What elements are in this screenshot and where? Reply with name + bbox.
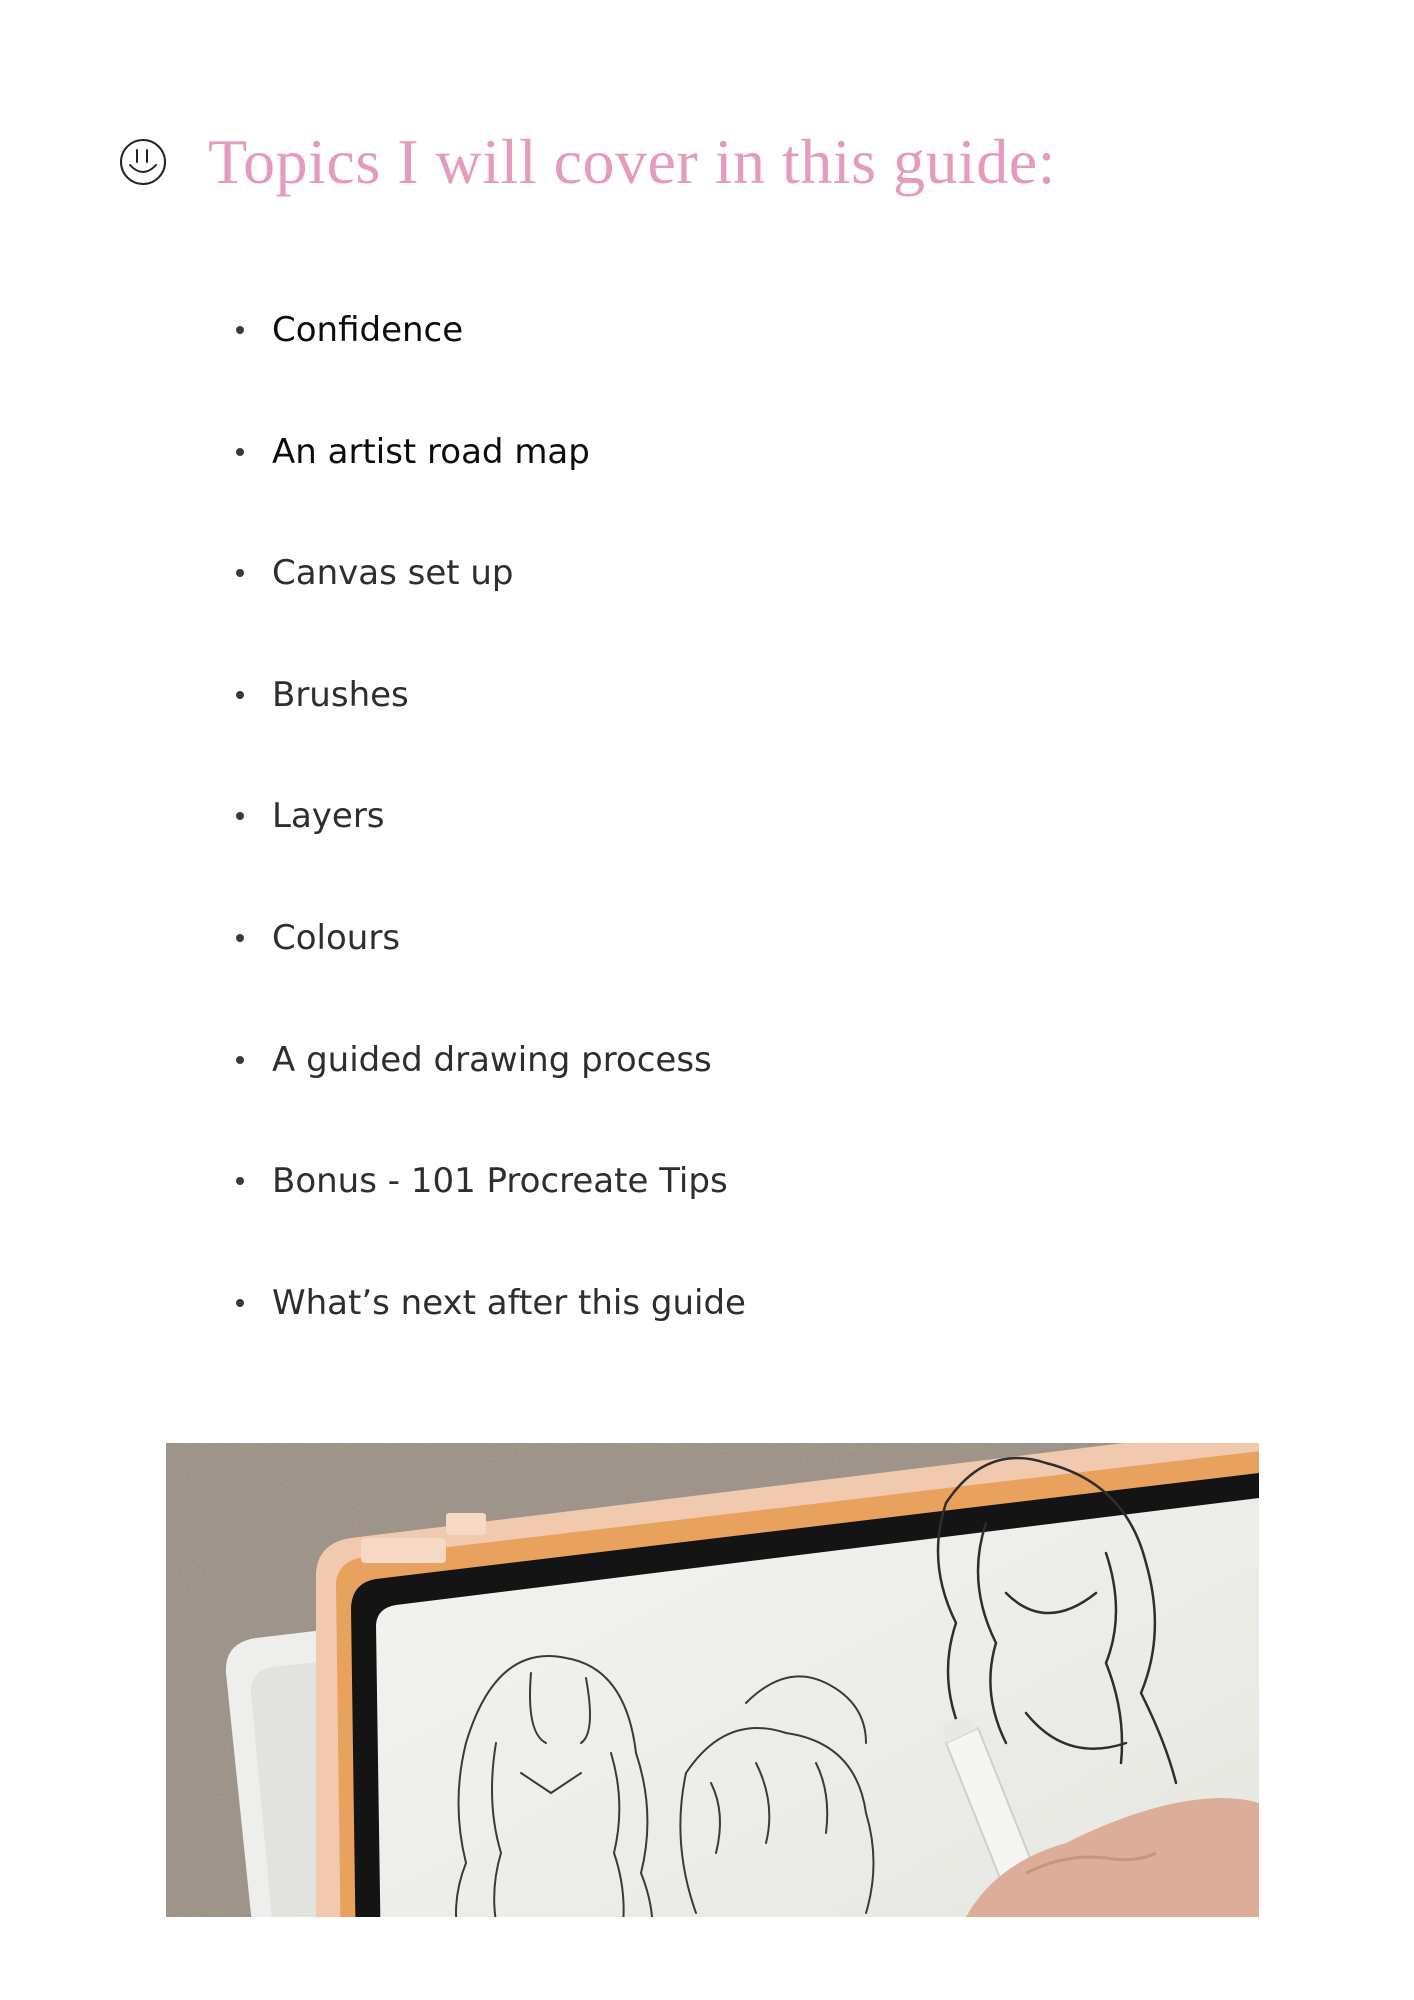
- topic-label: Brushes: [272, 674, 409, 715]
- bullet-dot: [236, 569, 244, 577]
- list-item: [236, 1283, 746, 1323]
- case-button: [446, 1513, 486, 1535]
- list-item: [236, 1161, 746, 1201]
- list-item: [236, 1040, 746, 1080]
- ipad-sketch-photo: [166, 1443, 1259, 1917]
- topic-label: An artist road map: [272, 431, 590, 472]
- bullet-dot: [236, 1056, 244, 1064]
- topic-label: A guided drawing process: [272, 1039, 712, 1080]
- bullet-dot: [236, 326, 244, 334]
- page-header: [118, 126, 1056, 197]
- list-item: [236, 796, 746, 836]
- list-item: [236, 675, 746, 715]
- bullet-dot: [236, 934, 244, 942]
- topic-label: Confidence: [272, 310, 464, 350]
- topic-label: Canvas set up: [272, 553, 514, 594]
- topic-label: Bonus - 101 Procreate Tips: [272, 1161, 728, 1202]
- bullet-dot: [236, 448, 244, 456]
- smiley-face-icon: [118, 137, 168, 187]
- topic-label: What’s next after this guide: [272, 1282, 746, 1323]
- bullet-dot: [236, 812, 244, 820]
- list-item: [236, 310, 746, 350]
- bullet-dot: [236, 1299, 244, 1307]
- case-button: [361, 1538, 446, 1563]
- topics-list: [236, 310, 746, 1404]
- list-item: [236, 918, 746, 958]
- topic-label: Colours: [272, 917, 401, 958]
- page-title: Topics I will cover in this guide:: [208, 126, 1056, 197]
- list-item: [236, 553, 746, 593]
- list-item: [236, 432, 746, 472]
- topic-label: Layers: [272, 796, 385, 837]
- bullet-dot: [236, 691, 244, 699]
- bullet-dot: [236, 1177, 244, 1185]
